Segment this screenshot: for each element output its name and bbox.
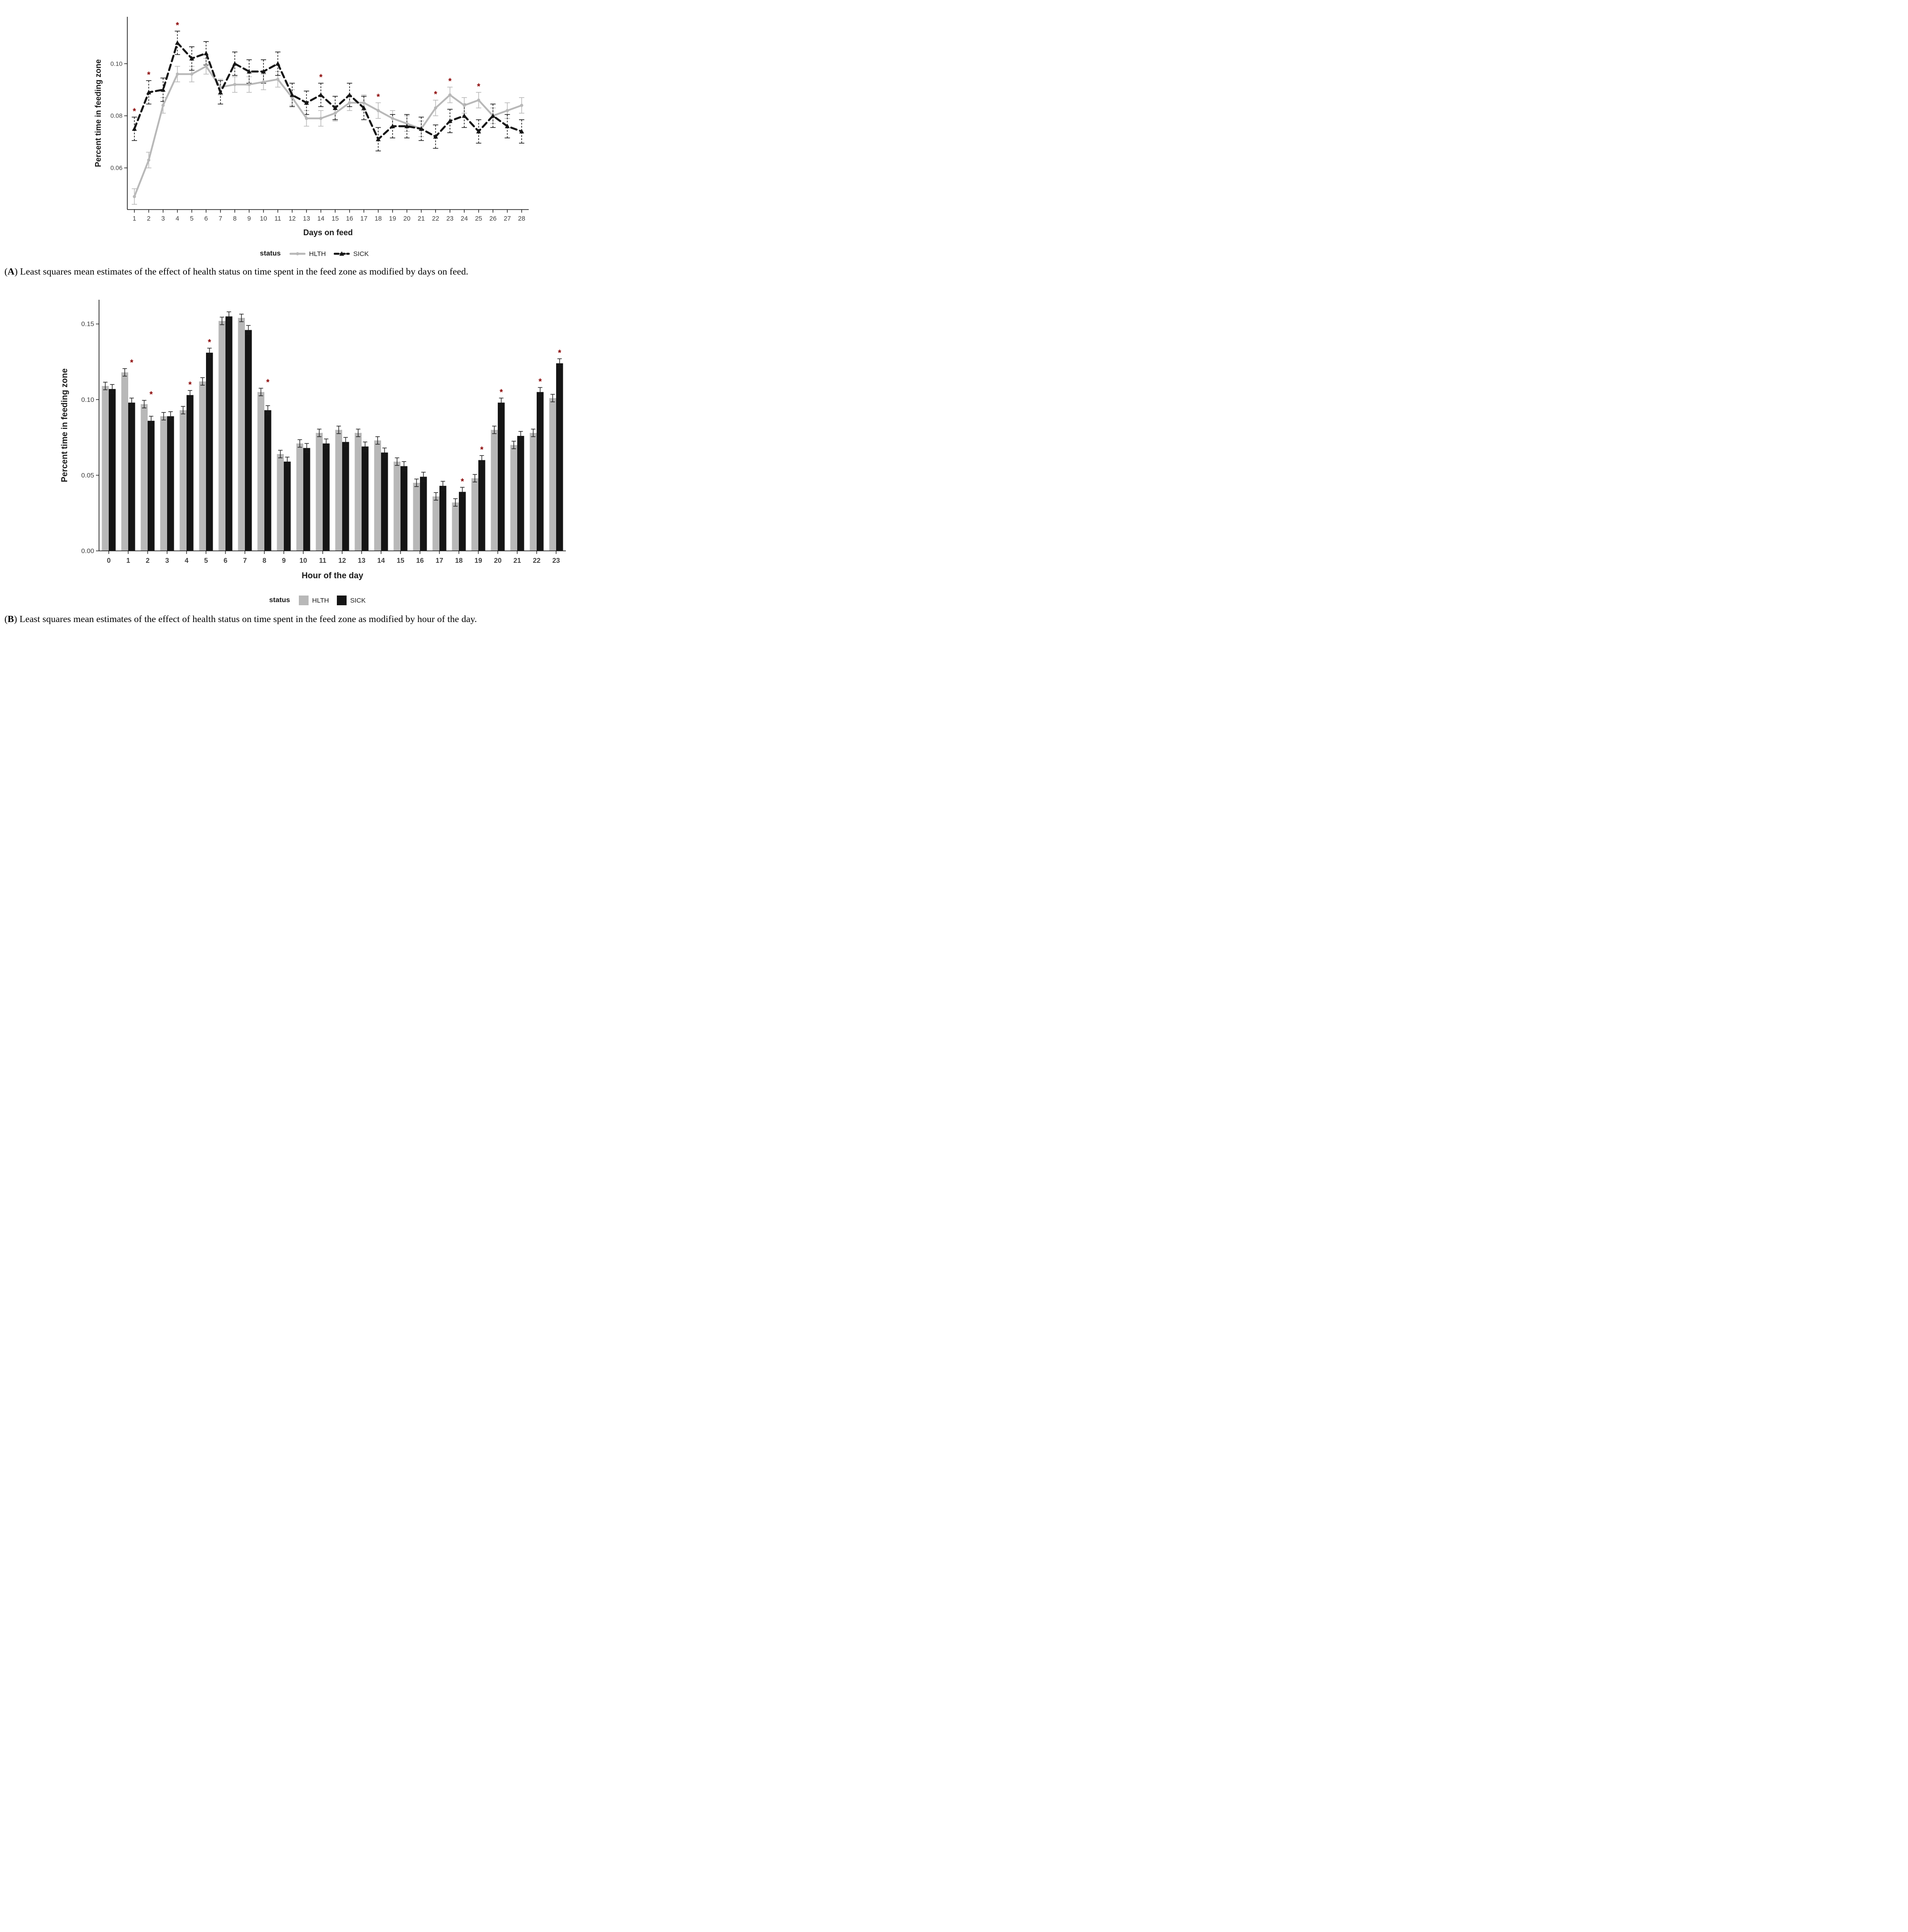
svg-text:18: 18 — [374, 215, 382, 222]
caption-a-paren-open: ( — [4, 266, 8, 277]
svg-text:22: 22 — [533, 557, 541, 565]
svg-text:*: * — [149, 390, 153, 400]
caption-a-paren-close: ) — [14, 266, 18, 277]
line-chart-days-on-feed — [91, 4, 538, 248]
svg-text:2: 2 — [147, 215, 151, 222]
svg-text:*: * — [538, 377, 542, 387]
legend-a-title: status — [259, 250, 281, 257]
svg-text:9: 9 — [247, 215, 251, 222]
caption-b-paren-close: ) — [14, 614, 17, 625]
svg-text:0.10: 0.10 — [110, 60, 122, 67]
svg-text:*: * — [477, 82, 481, 92]
svg-text:Hour of the day: Hour of the day — [301, 571, 363, 581]
caption-a-text: Least squares mean estimates of the effect of health status on time spent in the feed zone as modified by days on feed. — [17, 266, 469, 277]
legend-b-label-sick: SICK — [350, 596, 366, 604]
figure-page — [0, 0, 637, 641]
svg-text:27: 27 — [504, 215, 511, 222]
svg-text:14: 14 — [317, 215, 324, 222]
svg-text:6: 6 — [223, 557, 228, 565]
svg-text:*: * — [500, 388, 503, 397]
legend-b-item-sick — [337, 596, 366, 605]
svg-text:12: 12 — [338, 557, 346, 565]
svg-text:10: 10 — [259, 215, 267, 222]
svg-text:8: 8 — [233, 215, 237, 222]
svg-text:*: * — [133, 107, 136, 116]
legend-a-label-hlth: HLTH — [309, 250, 326, 258]
hlth-line-key-icon — [290, 250, 305, 258]
caption-b-text: Least squares mean estimates of the effect of health status on time spent in the feed zone as modified by hour of the day. — [17, 614, 477, 625]
svg-text:*: * — [376, 92, 380, 102]
svg-text:10: 10 — [299, 557, 307, 565]
bar-chart-hour-of-day — [57, 284, 578, 593]
svg-text:23: 23 — [552, 557, 560, 565]
svg-text:21: 21 — [417, 215, 425, 222]
svg-text:1: 1 — [132, 215, 137, 222]
figure-a — [91, 4, 538, 258]
sick-line-key-icon — [334, 250, 350, 258]
svg-text:*: * — [461, 477, 464, 487]
svg-text:0.15: 0.15 — [81, 320, 94, 328]
svg-text:7: 7 — [243, 557, 247, 565]
svg-text:0.00: 0.00 — [81, 547, 94, 555]
legend-b — [57, 596, 578, 605]
svg-text:2: 2 — [145, 557, 150, 565]
caption-a — [4, 265, 632, 279]
svg-text:28: 28 — [518, 215, 526, 222]
svg-text:*: * — [176, 21, 179, 31]
svg-text:*: * — [147, 70, 151, 80]
svg-text:0.06: 0.06 — [110, 164, 122, 172]
legend-b-title: status — [269, 596, 290, 604]
svg-text:*: * — [480, 445, 484, 455]
svg-text:18: 18 — [455, 557, 463, 565]
svg-text:3: 3 — [161, 215, 165, 222]
legend-b-item-hlth — [299, 596, 329, 605]
caption-b — [4, 612, 632, 626]
svg-text:9: 9 — [282, 557, 286, 565]
legend-a — [91, 250, 538, 258]
legend-a-label-sick: SICK — [353, 250, 369, 258]
svg-text:4: 4 — [184, 557, 189, 565]
legend-a-item-sick — [334, 250, 369, 258]
legend-b-label-hlth: HLTH — [312, 596, 329, 604]
svg-text:*: * — [266, 378, 270, 388]
svg-text:*: * — [558, 348, 561, 358]
svg-text:0.08: 0.08 — [110, 112, 122, 119]
caption-a-letter: A — [8, 266, 15, 277]
svg-text:8: 8 — [262, 557, 267, 565]
svg-text:3: 3 — [165, 557, 169, 565]
svg-text:17: 17 — [360, 215, 368, 222]
hlth-bar-key-icon — [299, 596, 309, 605]
svg-text:20: 20 — [403, 215, 411, 222]
svg-text:0: 0 — [107, 557, 111, 565]
svg-text:17: 17 — [435, 557, 443, 565]
svg-text:15: 15 — [332, 215, 339, 222]
svg-text:12: 12 — [288, 215, 296, 222]
svg-text:Percent time in feeding zone: Percent time in feeding zone — [94, 59, 103, 168]
svg-text:Days on feed: Days on feed — [303, 228, 353, 237]
svg-text:21: 21 — [513, 557, 521, 565]
caption-b-paren-open: ( — [4, 614, 8, 625]
svg-text:*: * — [208, 338, 211, 347]
svg-text:0.10: 0.10 — [81, 396, 94, 404]
svg-text:*: * — [434, 90, 438, 99]
svg-text:*: * — [130, 358, 134, 368]
svg-text:16: 16 — [346, 215, 353, 222]
svg-text:*: * — [319, 73, 323, 83]
svg-text:20: 20 — [494, 557, 502, 565]
svg-text:14: 14 — [377, 557, 385, 565]
svg-text:7: 7 — [218, 215, 222, 222]
caption-b-letter: B — [8, 614, 14, 625]
svg-text:1: 1 — [126, 557, 130, 565]
svg-text:5: 5 — [204, 557, 208, 565]
svg-text:4: 4 — [176, 215, 179, 222]
svg-text:19: 19 — [474, 557, 482, 565]
svg-text:*: * — [188, 380, 192, 390]
svg-text:16: 16 — [416, 557, 424, 565]
svg-text:5: 5 — [190, 215, 194, 222]
svg-text:Percent time in feeding zone: Percent time in feeding zone — [60, 368, 69, 482]
svg-text:24: 24 — [461, 215, 468, 222]
svg-text:*: * — [448, 77, 452, 87]
svg-text:11: 11 — [274, 215, 281, 222]
svg-text:11: 11 — [319, 557, 327, 565]
svg-text:25: 25 — [475, 215, 482, 222]
svg-text:0.05: 0.05 — [81, 472, 94, 480]
svg-text:23: 23 — [446, 215, 454, 222]
figure-b — [57, 284, 578, 605]
svg-text:26: 26 — [489, 215, 497, 222]
svg-text:22: 22 — [432, 215, 439, 222]
svg-text:15: 15 — [397, 557, 404, 565]
svg-text:13: 13 — [358, 557, 366, 565]
svg-text:6: 6 — [204, 215, 208, 222]
legend-a-item-hlth — [290, 250, 326, 258]
svg-text:13: 13 — [303, 215, 310, 222]
sick-bar-key-icon — [337, 596, 347, 605]
svg-text:19: 19 — [389, 215, 397, 222]
